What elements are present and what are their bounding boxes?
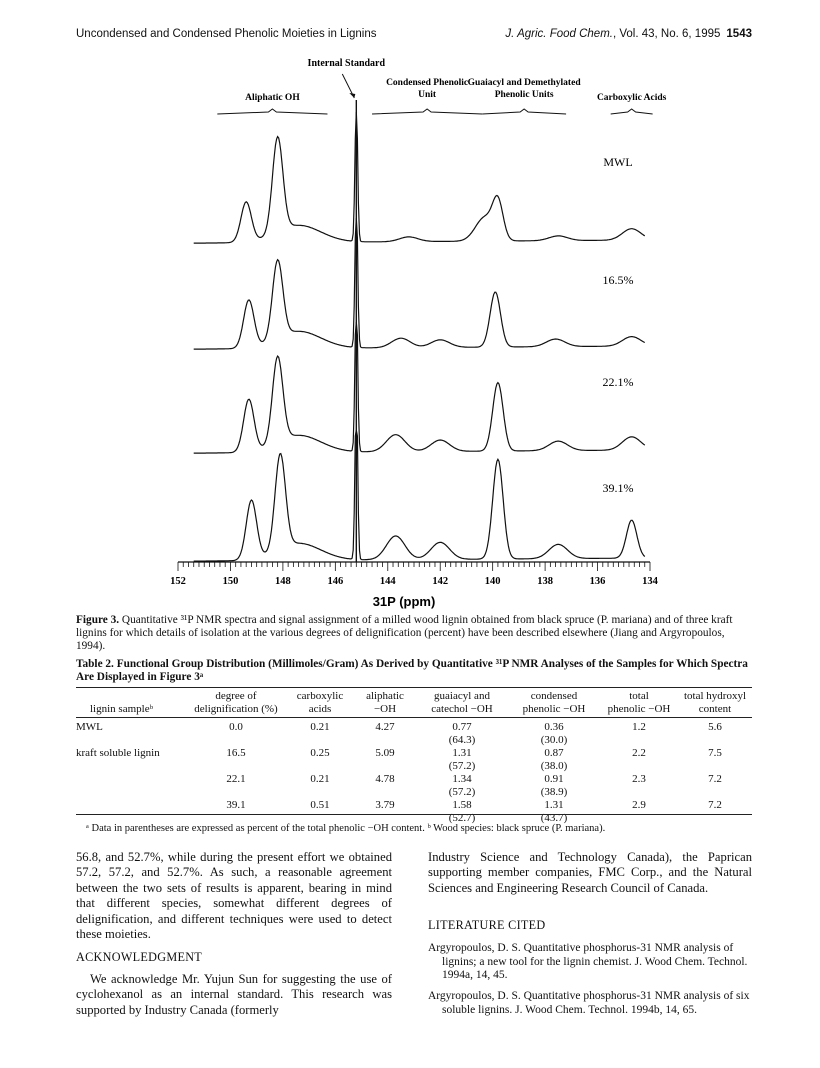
region-label: Aliphatic OH	[245, 93, 300, 103]
spectrum-label: 16.5%	[602, 273, 634, 287]
table-cell	[508, 799, 600, 824]
header-page-number: 1543	[726, 28, 752, 40]
table-cell-line: (30.0)	[540, 733, 568, 746]
table-header-line: acids	[308, 702, 332, 715]
table-cell-line: 0.36	[544, 721, 564, 733]
table-cell	[508, 747, 600, 772]
table-cell-line: 2.9	[632, 799, 646, 811]
region-bracket	[611, 109, 653, 114]
table-cell	[600, 721, 678, 734]
header-journal: J. Agric. Food Chem.	[505, 28, 613, 40]
region-label: Phenolic Units	[494, 90, 554, 100]
table-column-header	[508, 690, 600, 715]
table-title: Table 2. Functional Group Distribution (Millimoles/Gram) As Derived by Quantitative ³¹P NMR Analyses of the Samples for Which Spectra Are Displayed in Figure 3ᵃ	[76, 658, 748, 684]
table-column-header	[416, 690, 508, 715]
table-cell-line: 4.27	[375, 721, 395, 733]
table-cell-line: 0.21	[310, 721, 330, 733]
spectrum-trace	[194, 112, 645, 243]
nmr-spectra-figure	[150, 52, 670, 612]
header-volume: , Vol. 43, No. 6, 1995	[612, 28, 721, 40]
body-paragraph-left: 56.8, and 52.7%, while during the present effort we obtained 57.2, 57.2, and 52.7%. As such, a reasonable agreement between the two sets of results is apparent, bearing in mind that different species, somewhat different degrees of delignification, and different techniques were used to detect these moieties.	[76, 850, 392, 942]
region-label: Carboxylic Acids	[596, 93, 667, 103]
table-cell-line: (52.7)	[448, 811, 476, 824]
table-cell	[678, 799, 752, 812]
header-citation	[505, 28, 752, 40]
region-label: Guaiacyl and Demethylated	[467, 78, 581, 88]
table-column-header	[286, 690, 354, 715]
body-paragraph-right: Industry Science and Technology Canada), the Paprican supporting member companies, FMC Corp., and the Natural Sciences and Engineering Research Council of Canada.	[428, 850, 752, 895]
table-header-line: condensed	[530, 690, 578, 702]
table-cell	[416, 773, 508, 798]
table-header-line: catechol −OH	[431, 702, 493, 715]
table-header-line: phenolic −OH	[522, 702, 586, 715]
table-cell-line: (57.2)	[448, 785, 476, 798]
table-footnote: ᵃ Data in parentheses are expressed as percent of the total phenolic −OH content. ᵇ Wood species: black spruce (P. mariana).	[86, 823, 606, 834]
table-cell-line: 2.2	[632, 747, 646, 759]
spectrum-label: 39.1%	[602, 481, 634, 495]
table-cell-line: 16.5	[226, 747, 246, 759]
table-header-line: total hydroxyl	[683, 690, 747, 702]
region-bracket	[217, 109, 327, 114]
spectrum-label: MWL	[603, 155, 633, 169]
table-rule-top	[76, 687, 752, 688]
figure-caption-label: Figure 3.	[76, 614, 120, 626]
header-article-title: Uncondensed and Condensed Phenolic Moieties in Lignins	[76, 28, 377, 40]
table-cell-line: 0.77	[452, 721, 472, 733]
table-cell-line: (57.2)	[448, 759, 476, 772]
table-cell-line: 7.2	[708, 773, 722, 785]
table-cell	[600, 747, 678, 760]
x-tick-label: 136	[589, 576, 606, 587]
table-column-header	[354, 690, 416, 715]
table-cell-line: 39.1	[226, 799, 246, 811]
table-cell-line: 5.09	[375, 747, 395, 759]
table-column-header	[600, 690, 678, 715]
region-bracket	[482, 109, 566, 114]
table-cell-line: 3.79	[375, 799, 395, 811]
x-tick-label: 148	[275, 576, 291, 587]
table-cell-line: 5.6	[708, 721, 722, 733]
table-cell	[181, 747, 291, 760]
acknowledgment-text: We acknowledge Mr. Yujun Sun for suggesting the use of cyclohexanol as an internal standard. This research was supported by Industry Canada (formerly	[76, 972, 392, 1017]
table-cell	[181, 799, 291, 812]
table-cell-line: (38.9)	[540, 785, 568, 798]
x-tick-label: 138	[537, 576, 553, 587]
table-cell-line: 1.31	[544, 799, 564, 811]
table-header-line: degree of	[215, 690, 257, 702]
table-cell	[286, 799, 354, 812]
table-cell-line: (43.7)	[540, 811, 568, 824]
table-cell-line: 1.31	[452, 747, 472, 759]
table-cell-line: 4.78	[375, 773, 395, 785]
table-cell-line: 2.3	[632, 773, 646, 785]
table-header-line: content	[698, 702, 732, 715]
table-cell-line: 1.2	[632, 721, 646, 733]
table-cell-line: 0.25	[310, 747, 330, 759]
x-tick-label: 142	[432, 576, 449, 587]
reference-item: Argyropoulos, D. S. Quantitative phosphorus-31 NMR analysis of six soluble lignins. J. Wood Chem. Technol. 1994b, 14, 65.	[428, 990, 750, 1016]
x-axis-label: 31P (ppm)	[372, 594, 436, 609]
table-cell-line: 0.21	[310, 773, 330, 785]
table-cell-line: 1.34	[452, 773, 472, 785]
reference-item: Argyropoulos, D. S. Quantitative phosphorus-31 NMR analysis of lignins; a new tool for the lignin chemist. J. Wood Chem. Technol. 1994a, 14, 45.	[428, 942, 748, 982]
table-cell-line: (38.0)	[540, 759, 568, 772]
table-header-line: total	[629, 690, 649, 702]
table-cell	[286, 721, 354, 734]
table-cell-line: 0.87	[544, 747, 564, 759]
spectrum-label: 22.1%	[602, 375, 634, 389]
x-tick-label: 144	[379, 576, 396, 587]
table-header-line: guaiacyl and	[434, 690, 490, 702]
table-column-header	[678, 690, 752, 715]
table-cell-line: (64.3)	[448, 733, 476, 746]
table-cell	[600, 799, 678, 812]
table-column-header	[181, 690, 291, 715]
figure-caption	[76, 614, 752, 654]
table-cell-line: kraft soluble lignin	[76, 747, 160, 759]
table-cell	[416, 721, 508, 746]
table-header-line: −OH	[373, 702, 397, 715]
region-arrowhead	[349, 93, 355, 98]
table-cell	[508, 721, 600, 746]
table-cell	[416, 747, 508, 772]
table-header-line: aliphatic	[366, 690, 404, 702]
x-tick-label: 152	[170, 576, 186, 587]
table-rule-bottom	[76, 814, 752, 815]
table-header-line: carboxylic	[296, 690, 344, 702]
table-cell	[354, 747, 416, 760]
x-tick-label: 134	[642, 576, 658, 587]
table-cell-line: 7.5	[708, 747, 722, 759]
table-cell	[76, 721, 186, 734]
table-cell-line: 0.91	[544, 773, 564, 785]
table-cell-line: MWL	[76, 721, 103, 733]
figure-caption-text: Quantitative ³¹P NMR spectra and signal assignment of a milled wood lignin obtained from black spruce (P. mariana) and of three kraft lignins for which details of isolation at the various degrees of delignification (percent) have been described elsewhere (Jiang and Argyropoulos, 1994).	[76, 614, 733, 653]
table-cell	[600, 773, 678, 786]
table-cell	[678, 747, 752, 760]
table-cell	[286, 773, 354, 786]
table-cell	[181, 721, 291, 734]
table-cell	[354, 799, 416, 812]
table-cell	[181, 773, 291, 786]
table-cell	[416, 799, 508, 824]
table-cell-line: 0.51	[310, 799, 330, 811]
table-rule-header	[76, 717, 752, 718]
table-cell	[508, 773, 600, 798]
region-label: Internal Standard	[307, 58, 386, 69]
table-cell-line: 0.0	[229, 721, 243, 733]
running-header	[76, 28, 752, 44]
table-cell	[76, 747, 186, 760]
table-cell	[354, 773, 416, 786]
table-cell-line: 1.58	[452, 799, 472, 811]
x-tick-label: 146	[327, 576, 344, 587]
table-cell	[286, 747, 354, 760]
region-bracket	[372, 109, 482, 114]
table-header-line: phenolic −OH	[607, 702, 671, 715]
region-label: Unit	[418, 90, 437, 100]
table-header-line: delignification (%)	[194, 702, 278, 715]
table-cell	[678, 773, 752, 786]
table-cell	[678, 721, 752, 734]
table-cell-line: 7.2	[708, 799, 722, 811]
x-tick-label: 150	[222, 576, 239, 587]
table-header-line: lignin sampleᵇ	[90, 703, 153, 715]
region-label: Condensed Phenolic	[386, 78, 469, 88]
literature-cited-heading: LITERATURE CITED	[428, 918, 546, 932]
acknowledgment-heading: ACKNOWLEDGMENT	[76, 950, 203, 964]
table-cell-line: 22.1	[226, 773, 246, 785]
table-cell	[354, 721, 416, 734]
x-tick-label: 140	[484, 576, 501, 587]
